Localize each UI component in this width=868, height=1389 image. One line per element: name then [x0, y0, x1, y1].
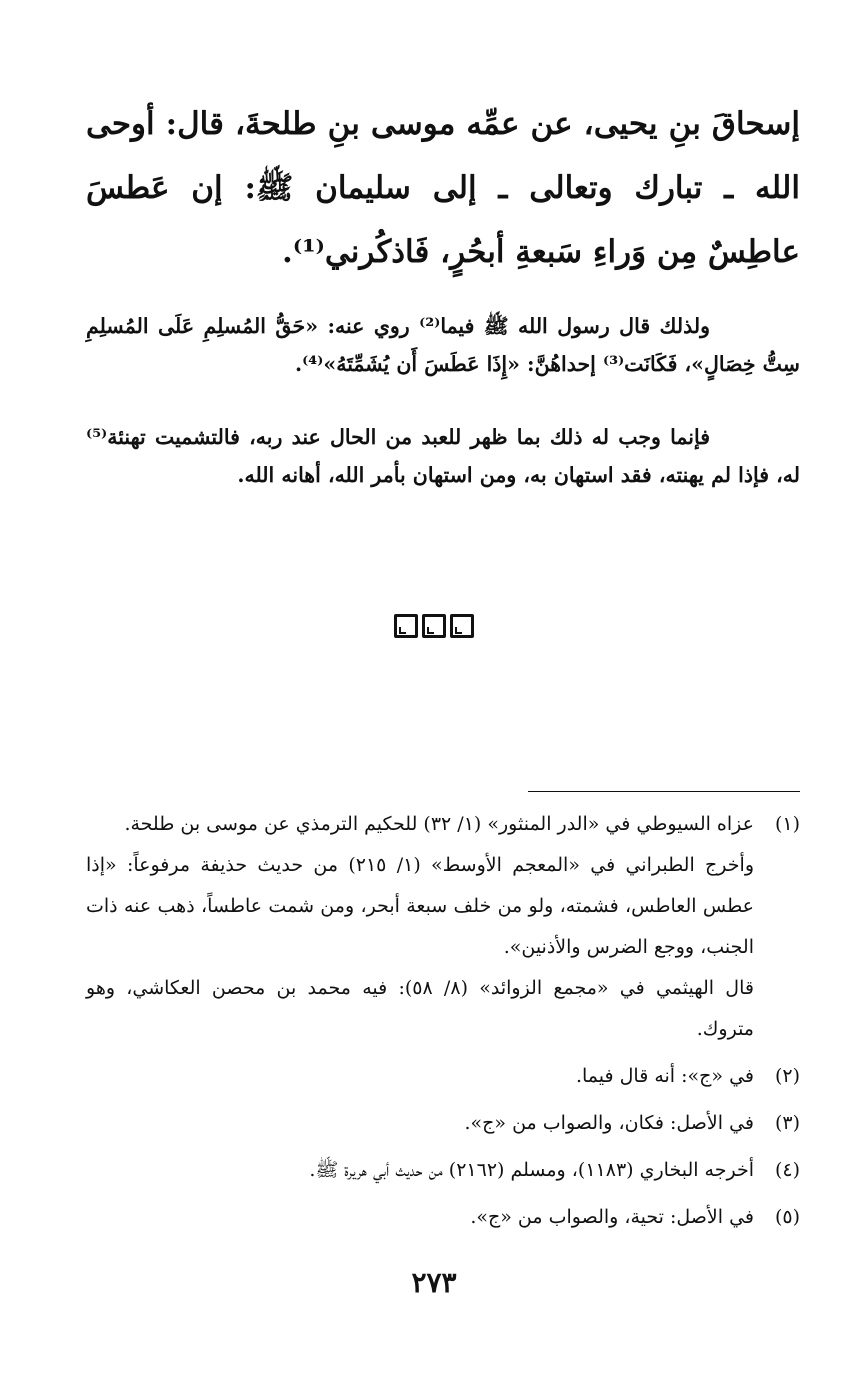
footnotes-list	[86, 804, 800, 1244]
footnote-number: (٢)	[774, 1065, 800, 1087]
footnote-2	[86, 1056, 800, 1097]
footnote-number: (١)	[774, 813, 800, 835]
page-number: ٢٧٣	[411, 1266, 457, 1299]
separator-box-icon	[394, 614, 418, 638]
footnote-text: وأخرج الطبراني في «المعجم الأوسط» (١/ ٢١٥) من حديث حذيفة مرفوعاً: «إذا عطس العاطس، فشمته، ولو من خلف سبعة أبحر، ومن شمت عاطساً، ذهب عنه ذات الجنب، ووجع الضرس والأذنين».	[86, 854, 754, 958]
footnote-text: قال الهيثمي في «مجمع الزوائد» (٨/ ٥٨): فيه محمد بن محصن العكاشي، وهو متروك.	[86, 977, 754, 1040]
footnote-text: في الأصل: فكان، والصواب من «ج».	[464, 1112, 754, 1134]
footnote-text: أخرجه البخاري (١١٨٣)، ومسلم (٢١٦٢) من حديث أبي هريرة ﷺ.	[309, 1159, 754, 1181]
footnote-number: (٥)	[774, 1206, 800, 1228]
footnote-1	[86, 804, 800, 1050]
separator-box-icon	[422, 614, 446, 638]
footnote-number: (٣)	[774, 1112, 800, 1134]
footnote-text: في «ج»: أنه قال فيما.	[575, 1065, 754, 1087]
footnote-4	[86, 1150, 800, 1191]
footnote-3	[86, 1103, 800, 1144]
body-paragraph-2: فإنما وجب له ذلك بما ظهر للعبد من الحال عند ربه، فالتشميت تهنئة⁽⁵⁾ له، فإذا لم يهنته، فقد استهان به، ومن استهان بأمر الله، أهانه الله.	[86, 425, 800, 487]
footnote-text: في الأصل: تحية، والصواب من «ج».	[470, 1206, 754, 1228]
footnote-number: (٤)	[774, 1159, 800, 1181]
footnote-text: عزاه السيوطي في «الدر المنثور» (١/ ٣٢) للحكيم الترمذي عن موسى بن طلحة.	[124, 813, 754, 835]
separator-box-icon	[450, 614, 474, 638]
body-paragraph-1: ولذلك قال رسول الله ﷺ فيما⁽²⁾ روي عنه: «حَقُّ المُسلِمِ عَلَى المُسلِمِ سِتُّ خِصَالٍ»، فَكَانَت⁽³⁾ إحداهُنَّ: «إِذَا عَطَسَ أَن يُشَمِّتَهُ»⁽⁴⁾.	[86, 314, 800, 376]
hadith-text: إسحاقَ بنِ يحيى، عن عمِّه موسى بنِ طلحةَ، قال: أوحى الله ـ تبارك وتعالى ـ إلى سليمان ﷺ: إن عَطسَ عاطِسٌ مِن وَراءِ سَبعةِ أبحُرٍ، فَاذكُرني⁽¹⁾.	[86, 106, 800, 270]
footnote-5	[86, 1197, 800, 1238]
section-separator	[0, 614, 868, 638]
footnote-divider	[528, 791, 800, 792]
